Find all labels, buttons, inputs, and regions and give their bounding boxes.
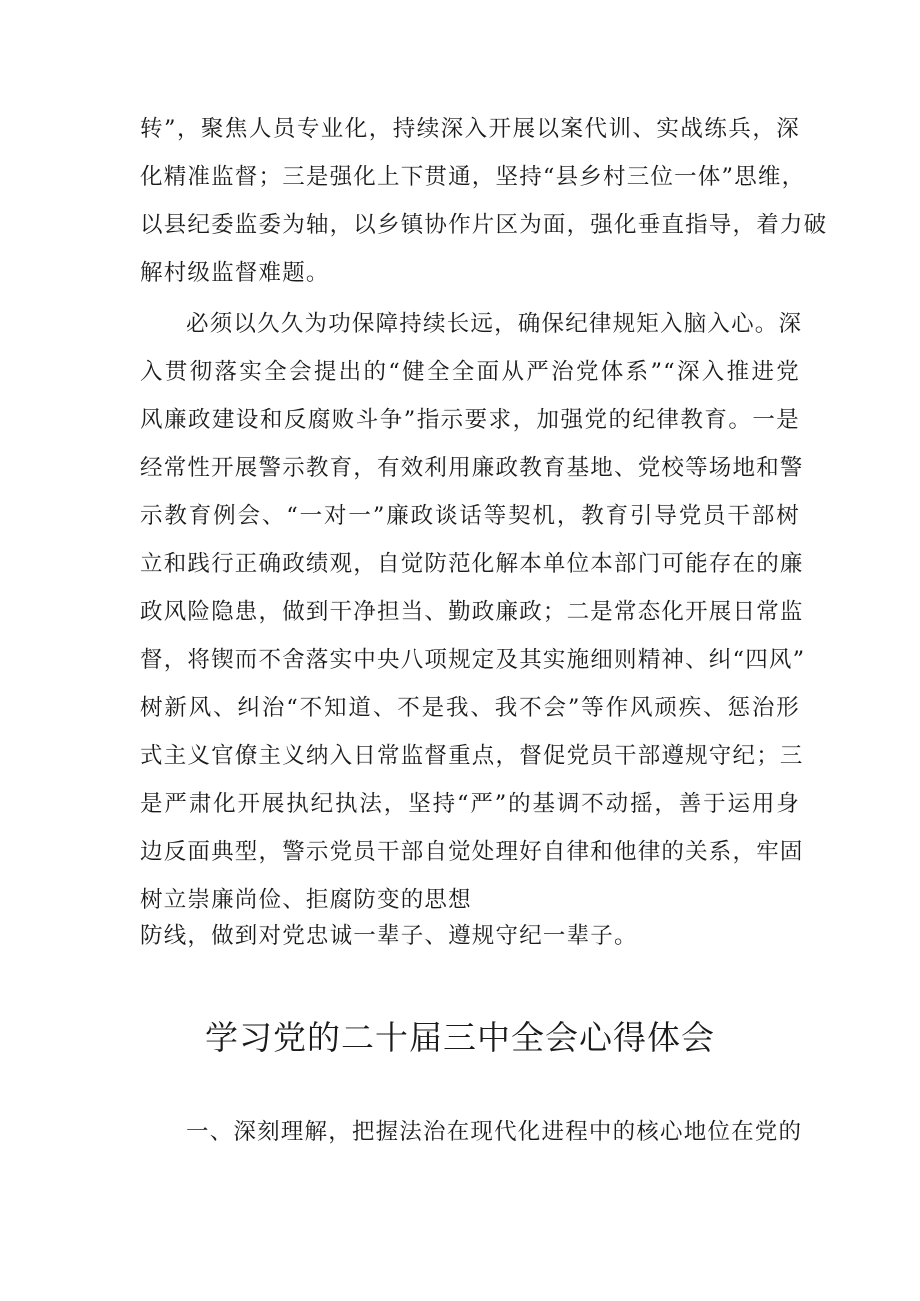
paragraph-line: 以县纪委监委为轴，以乡镇协作片区为面，强化垂直指导，着力破	[140, 212, 828, 238]
paragraph-line: 经常性开展警示教育，有效利用廉政教育基地、党校等场地和警	[140, 455, 804, 481]
paragraph-line: 转”，聚焦人员专业化，持续深入开展以案代训、实战练兵，深	[140, 116, 800, 142]
paragraph-line: 示教育例会、“一对一”廉政谈话等契机，教育引导党员干部树	[140, 503, 800, 529]
paragraph-line: 风廉政建设和反腐败斗争”指示要求，加强党的纪律教育。一是	[140, 407, 800, 433]
paragraph-line: 督，将锲而不舍落实中央八项规定及其实施细则精神、纠“四风”	[140, 647, 806, 673]
section-heading: 一、深刻理解，把握法治在现代化进程中的核心地位在党的	[186, 1119, 803, 1145]
section-title: 学习党的二十届三中全会心得体会	[205, 1018, 715, 1057]
paragraph-line: 必须以久久为功保障持续长远，确保纪律规矩入脑入心。深	[186, 311, 803, 337]
paragraph-line: 式主义官僚主义纳入日常监督重点，督促党员干部遵规守纪；三	[140, 743, 804, 769]
paragraph-line: 树立崇廉尚俭、拒腐防变的思想	[140, 887, 472, 913]
paragraph-line: 立和践行正确政绩观，自觉防范化解本单位本部门可能存在的廉	[140, 551, 804, 577]
paragraph-line: 是严肃化开展执纪执法，坚持“严”的基调不动摇，善于运用身	[140, 791, 800, 817]
paragraph-line: 政风险隐患，做到干净担当、勤政廉政；二是常态化开展日常监	[140, 599, 804, 625]
paragraph-line: 解村级监督难题。	[140, 260, 330, 286]
paragraph-line: 防线，做到对党忠诚一辈子、遵规守纪一辈子。	[140, 923, 638, 949]
paragraph-line: 树新风、纠治“不知道、不是我、我不会”等作风顽疾、惩治形	[140, 695, 800, 721]
paragraph-line: 化精准监督；三是强化上下贯通，坚持“县乡村三位一体”思维，	[140, 164, 806, 190]
paragraph-line: 入贯彻落实全会提出的“健全全面从严治党体系”“深入推进党	[140, 359, 800, 385]
paragraph-line: 边反面典型，警示党员干部自觉处理好自律和他律的关系，牢固	[140, 839, 804, 865]
